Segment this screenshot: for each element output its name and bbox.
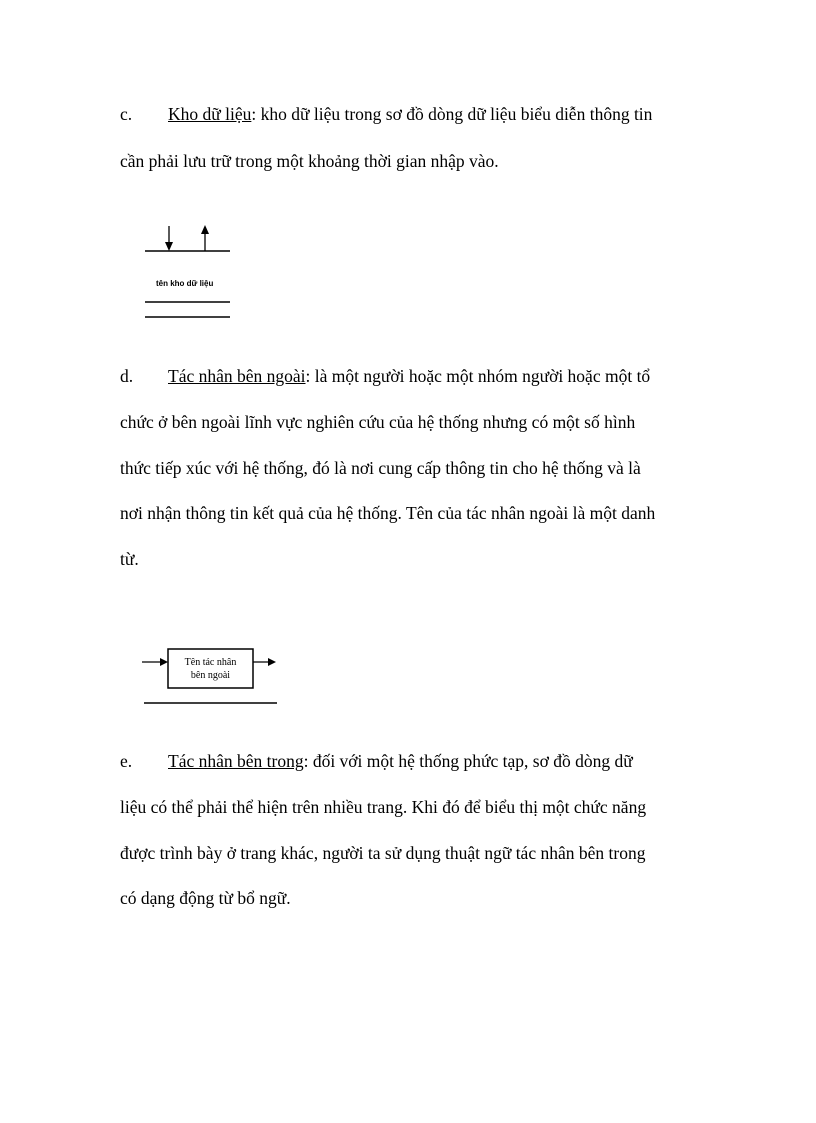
section-c-term: Kho dữ liệu (168, 104, 252, 124)
actor-label-line-1: Tên tác nhân (184, 657, 237, 668)
section-d-text-1: : là một người hoặc một nhóm người hoặc một tổ (305, 366, 651, 386)
section-d-line-2: chức ở bên ngoài lĩnh vực nghiên cứu của hệ thống nhưng có một số hình (120, 412, 636, 432)
data-store-label: tên kho dữ liệu (156, 279, 214, 288)
section-e-line-1 (120, 750, 633, 772)
section-c-line-2: cần phải lưu trữ trong một khoảng thời gian nhập vào. (120, 151, 499, 171)
data-store-in-arrow-head (165, 242, 173, 251)
section-c-line-1 (120, 103, 652, 125)
section-d-line-1 (120, 365, 650, 387)
section-e-term: Tác nhân bên trong (168, 751, 304, 771)
section-d-term: Tác nhân bên ngoài (168, 366, 306, 386)
section-d-line-4: nơi nhận thông tin kết quả của hệ thống. Tên của tác nhân ngoài là một danh (120, 503, 656, 523)
section-e-text-1: : đối với một hệ thống phức tạp, sơ đồ dòng dữ (303, 751, 633, 771)
data-store-diagram (140, 222, 235, 322)
actor-box (168, 649, 253, 688)
actor-in-arrow-head (160, 658, 168, 666)
section-c-text-1: : kho dữ liệu trong sơ đồ dòng dữ liệu biểu diễn thông tin (251, 104, 653, 124)
actor-label-line-2: bên ngoài (190, 670, 231, 681)
section-d-line-3: thức tiếp xúc với hệ thống, đó là nơi cung cấp thông tin cho hệ thống và là (120, 458, 641, 478)
section-c-marker: c. (120, 104, 133, 124)
section-d-marker: d. (120, 366, 134, 386)
section-e-line-4: có dạng động từ bổ ngữ. (120, 888, 291, 908)
section-e-line-2: liệu có thể phải thể hiện trên nhiều trang. Khi đó để biểu thị một chức năng (120, 797, 647, 817)
external-actor-diagram (140, 645, 282, 710)
section-e-line-3: được trình bày ở trang khác, người ta sử dụng thuật ngữ tác nhân bên trong (120, 843, 646, 863)
section-e-marker: e. (120, 751, 133, 771)
data-store-out-arrow-head (201, 225, 209, 234)
section-d-line-5: từ. (120, 549, 139, 569)
actor-out-arrow-head (268, 658, 276, 666)
